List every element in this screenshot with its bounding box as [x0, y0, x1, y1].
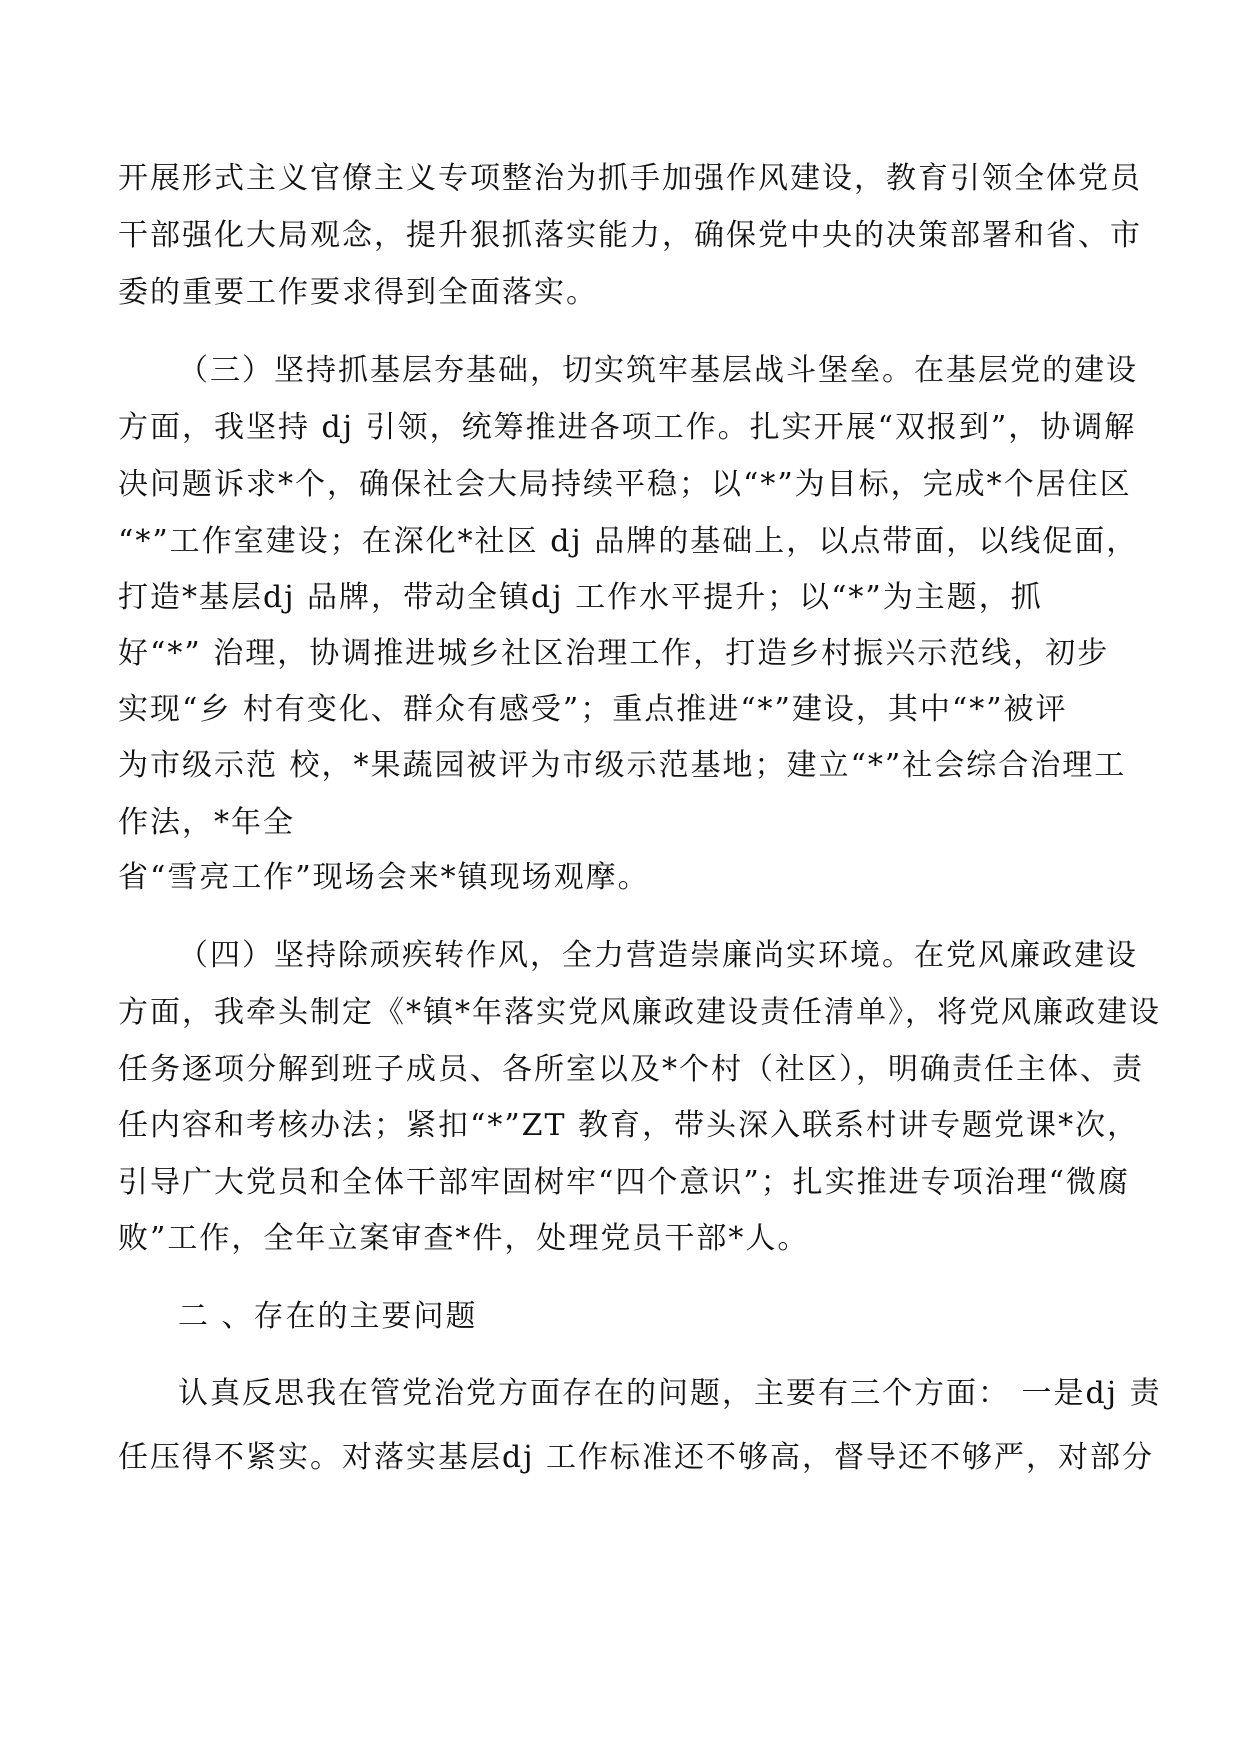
- paragraph-line: 好“*” 治理，协调推进城乡社区治理工作，打造乡村振兴示范线，初步: [118, 636, 1110, 671]
- paragraph-line: （三）坚持抓基层夯基础，切实筑牢基层战斗堡垒。在基层党的建设: [178, 353, 1138, 388]
- paragraph-line: 干部强化大局观念，提升狠抓落实能力，确保党中央的决策部署和省、市: [118, 218, 1142, 253]
- paragraph-line: 败”工作，全年立案审查*件，处理党员干部*人。: [118, 1221, 810, 1256]
- paragraph-line: （四）坚持除顽疾转作风，全力营造崇廉尚实环境。在党风廉政建设: [178, 938, 1138, 973]
- paragraph-line: 方面，我牵头制定《*镇*年落实党风廉政建设责任清单》，将党风廉政建设: [118, 995, 1161, 1030]
- paragraph-line: 实现“乡 村有变化、群众有感受”；重点推进“*”建设，其中“*”被评: [118, 692, 1068, 727]
- paragraph-line: 引导广大党员和全体干部牢固树牢“四个意识”；扎实推进专项治理“微腐: [118, 1165, 1131, 1200]
- paragraph-line: 方面，我坚持 dj 引领，统筹推进各项工作。扎实开展“双报到”，协调解: [118, 410, 1137, 445]
- section-heading: 二 、存在的主要问题: [178, 1299, 478, 1334]
- paragraph-line: 为市级示范 校，*果蔬园被评为市级示范基地；建立“*”社会综合治理工: [118, 748, 1127, 783]
- paragraph-line: 决问题诉求*个，确保社会大局持续平稳；以“*”为目标，完成*个居住区: [118, 467, 1132, 502]
- paragraph-line: 开展形式主义官僚主义专项整治为抓手加强作风建设，教育引领全体党员: [118, 161, 1142, 196]
- paragraph-line: 任务逐项分解到班子成员、各所室以及*个村（社区），明确责任主体、责: [118, 1052, 1144, 1087]
- paragraph-line: 任压得不紧实。对落实基层dj 工作标准还不够高，督导还不够严，对部分: [118, 1440, 1155, 1475]
- paragraph-line: “*”工作室建设；在深化*社区 dj 品牌的基础上，以点带面，以线促面，: [118, 524, 1139, 559]
- paragraph-line: 作法，*年全: [118, 805, 295, 840]
- paragraph-line: 委的重要工作要求得到全面落实。: [118, 275, 598, 310]
- paragraph-line: 任内容和考核办法；紧扣“*”ZT 教育，带头深入联系村讲专题党课*次，: [118, 1108, 1140, 1143]
- paragraph-line: 省“雪亮工作”现场会来*镇现场观摩。: [118, 860, 650, 895]
- paragraph-line: 认真反思我在管党治党方面存在的问题，主要有三个方面： 一是dj 责: [178, 1376, 1162, 1411]
- paragraph-line: 打造*基层dj 品牌，带动全镇dj 工作水平提升；以“*”为主题，抓: [118, 580, 1043, 615]
